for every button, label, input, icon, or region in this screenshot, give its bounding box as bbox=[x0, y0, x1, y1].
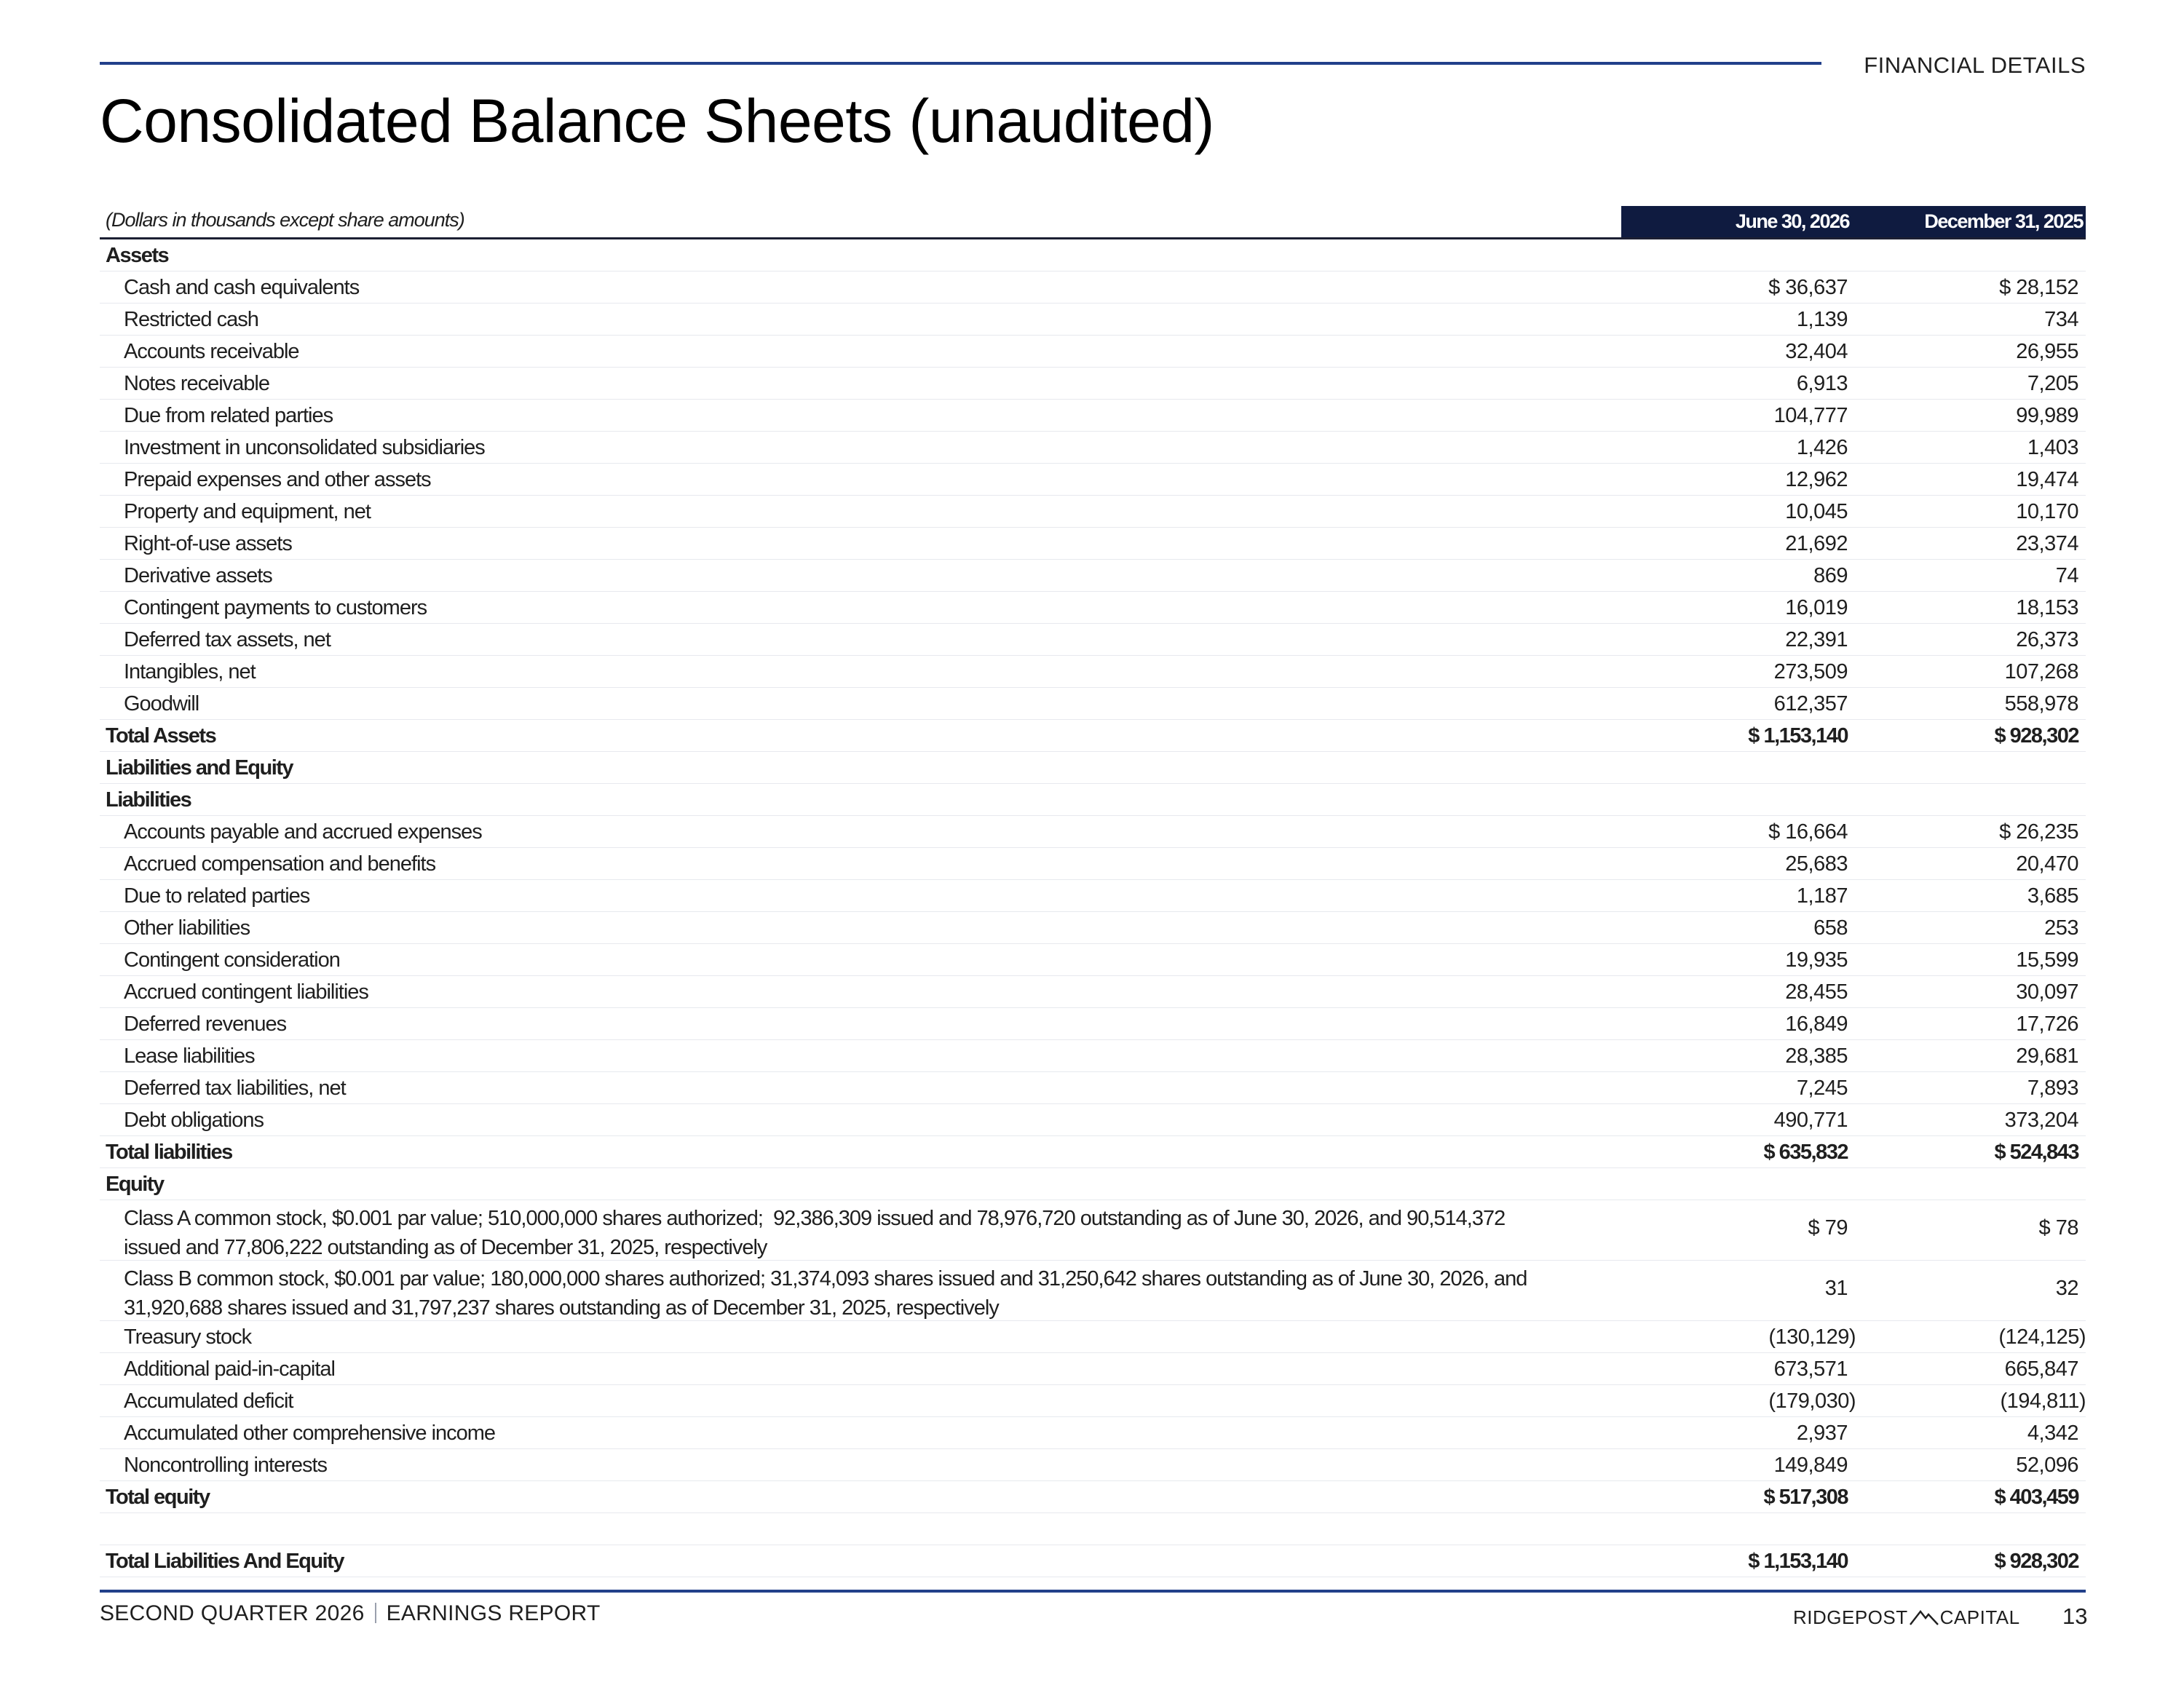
value-june-2026: 673,571 bbox=[1773, 1357, 1848, 1381]
row-label: Accumulated deficit bbox=[124, 1389, 293, 1413]
page-title: Consolidated Balance Sheets (unaudited) bbox=[100, 87, 1214, 155]
row-label: Other liabilities bbox=[124, 916, 250, 940]
row-label: Goodwill bbox=[124, 692, 199, 715]
value-december-2025: $ 403,459 bbox=[1994, 1486, 2078, 1509]
table-row bbox=[100, 656, 2086, 688]
value-december-2025: 253 bbox=[2044, 916, 2078, 940]
total-row bbox=[100, 1545, 2086, 1577]
value-december-2025: 30,097 bbox=[2016, 980, 2078, 1004]
row-label: Deferred tax liabilities, net bbox=[124, 1077, 346, 1100]
table-row bbox=[100, 912, 2086, 944]
row-label: Total equity bbox=[106, 1486, 210, 1509]
value-december-2025: $ 928,302 bbox=[1994, 724, 2078, 748]
value-december-2025: 665,847 bbox=[2004, 1357, 2078, 1381]
table-row bbox=[100, 1321, 2086, 1353]
row-label: Class B common stock, $0.001 par value; 180,000,000 shares authorized; 31,374,093 shares issued and 31,250,642 shares outstanding as of June 30, 2026, and 31,920,688 shares issued and 31,797,237 shares outstanding as of December 31, 2025, respectively bbox=[124, 1267, 1527, 1320]
value-december-2025: $ 26,235 bbox=[1999, 820, 2078, 844]
value-june-2026: 1,139 bbox=[1796, 308, 1848, 331]
spacer-row bbox=[100, 1513, 2086, 1545]
row-label: Derivative assets bbox=[124, 564, 272, 587]
value-june-2026: (179,030) bbox=[1768, 1389, 1856, 1413]
table-body bbox=[100, 239, 2086, 1577]
row-label: Contingent consideration bbox=[124, 948, 340, 972]
value-june-2026: 273,509 bbox=[1773, 660, 1848, 683]
section-label: FINANCIAL DETAILS bbox=[1864, 52, 2086, 78]
value-december-2025: 17,726 bbox=[2016, 1012, 2078, 1036]
value-december-2025: 18,153 bbox=[2016, 596, 2078, 619]
table-row bbox=[100, 336, 2086, 368]
value-december-2025: 26,373 bbox=[2016, 628, 2078, 651]
table-row bbox=[100, 848, 2086, 880]
table-header-row bbox=[100, 206, 2086, 239]
company-logo bbox=[1793, 1606, 2020, 1629]
row-label: Restricted cash bbox=[124, 308, 258, 331]
table-row bbox=[100, 1040, 2086, 1072]
table-row bbox=[100, 1353, 2086, 1385]
row-label: Property and equipment, net bbox=[124, 500, 371, 523]
row-label: Intangibles, net bbox=[124, 660, 256, 683]
row-label: Cash and cash equivalents bbox=[124, 276, 360, 299]
row-label: Investment in unconsolidated subsidiaries bbox=[124, 436, 485, 459]
value-december-2025: 3,685 bbox=[2027, 884, 2078, 908]
value-december-2025: 7,205 bbox=[2027, 372, 2078, 395]
bottom-rule bbox=[100, 1590, 2086, 1593]
value-june-2026: $ 517,308 bbox=[1763, 1486, 1848, 1509]
footer-report-name: EARNINGS REPORT bbox=[386, 1601, 601, 1625]
value-december-2025: 19,474 bbox=[2016, 468, 2078, 491]
value-june-2026: $ 36,637 bbox=[1768, 276, 1848, 299]
row-label: Accrued contingent liabilities bbox=[124, 980, 368, 1004]
table-row bbox=[100, 1008, 2086, 1040]
row-label: Total liabilities bbox=[106, 1141, 232, 1164]
row-label: Additional paid-in-capital bbox=[124, 1357, 335, 1381]
table-row bbox=[100, 368, 2086, 400]
value-june-2026: 1,187 bbox=[1796, 884, 1848, 908]
value-june-2026: 658 bbox=[1813, 916, 1848, 940]
value-december-2025: 558,978 bbox=[2004, 692, 2078, 715]
value-december-2025: $ 78 bbox=[2038, 1216, 2078, 1240]
value-june-2026: 490,771 bbox=[1773, 1109, 1848, 1132]
value-december-2025: 734 bbox=[2044, 308, 2078, 331]
row-label: Notes receivable bbox=[124, 372, 269, 395]
value-june-2026: $ 16,664 bbox=[1768, 820, 1848, 844]
value-june-2026: (130,129) bbox=[1768, 1325, 1856, 1349]
total-row bbox=[100, 1136, 2086, 1168]
table-row bbox=[100, 304, 2086, 336]
value-june-2026: 869 bbox=[1813, 564, 1848, 587]
balance-sheet-table bbox=[100, 206, 2086, 1577]
row-label: Deferred revenues bbox=[124, 1012, 287, 1036]
value-december-2025: 1,403 bbox=[2027, 436, 2078, 459]
row-label: Liabilities bbox=[106, 788, 191, 812]
value-december-2025: 74 bbox=[2055, 564, 2078, 587]
row-label: Noncontrolling interests bbox=[124, 1454, 328, 1477]
value-december-2025: 26,955 bbox=[2016, 340, 2078, 363]
table-row bbox=[100, 528, 2086, 560]
row-label: Accounts payable and accrued expenses bbox=[124, 820, 482, 844]
row-label: Assets bbox=[106, 244, 169, 267]
value-december-2025: 99,989 bbox=[2016, 404, 2078, 427]
row-label: Total Assets bbox=[106, 724, 216, 748]
section-header-row bbox=[100, 239, 2086, 271]
value-december-2025: 32 bbox=[2055, 1277, 2078, 1300]
value-december-2025: 4,342 bbox=[2027, 1422, 2078, 1445]
value-december-2025: 52,096 bbox=[2016, 1454, 2078, 1477]
table-row bbox=[100, 432, 2086, 464]
row-label: Equity bbox=[106, 1173, 164, 1196]
row-label: Total Liabilities And Equity bbox=[106, 1550, 344, 1573]
table-row bbox=[100, 592, 2086, 624]
table-row bbox=[100, 1261, 2086, 1321]
row-label: Accrued compensation and benefits bbox=[124, 852, 436, 876]
row-label: Accounts receivable bbox=[124, 340, 299, 363]
row-label: Due from related parties bbox=[124, 404, 333, 427]
table-row bbox=[100, 496, 2086, 528]
row-label: Accumulated other comprehensive income bbox=[124, 1422, 496, 1445]
footer-separator bbox=[375, 1603, 376, 1623]
footer-quarter: SECOND QUARTER 2026 bbox=[100, 1601, 365, 1625]
total-row bbox=[100, 1481, 2086, 1513]
table-row bbox=[100, 1104, 2086, 1136]
row-label: Prepaid expenses and other assets bbox=[124, 468, 431, 491]
section-header-row bbox=[100, 1168, 2086, 1200]
table-row bbox=[100, 976, 2086, 1008]
table-row bbox=[100, 944, 2086, 976]
value-june-2026: 104,777 bbox=[1773, 404, 1848, 427]
value-june-2026: 2,937 bbox=[1796, 1422, 1848, 1445]
row-label: Treasury stock bbox=[124, 1325, 252, 1349]
value-december-2025: 15,599 bbox=[2016, 948, 2078, 972]
value-december-2025: 7,893 bbox=[2027, 1077, 2078, 1100]
value-december-2025: 373,204 bbox=[2004, 1109, 2078, 1132]
value-june-2026: 612,357 bbox=[1773, 692, 1848, 715]
total-row bbox=[100, 720, 2086, 752]
value-june-2026: 10,045 bbox=[1785, 500, 1848, 523]
value-december-2025: 107,268 bbox=[2004, 660, 2078, 683]
value-june-2026: 31 bbox=[1824, 1277, 1848, 1300]
value-june-2026: 19,935 bbox=[1785, 948, 1848, 972]
table-row bbox=[100, 271, 2086, 304]
table-row bbox=[100, 1072, 2086, 1104]
footer-report-label bbox=[100, 1601, 601, 1626]
value-june-2026: 22,391 bbox=[1785, 628, 1848, 651]
top-rule bbox=[100, 62, 1821, 65]
logo-text-right: CAPITAL bbox=[1939, 1606, 2020, 1628]
row-label: Debt obligations bbox=[124, 1109, 264, 1132]
value-june-2026: $ 1,153,140 bbox=[1748, 1550, 1848, 1573]
row-label: Deferred tax assets, net bbox=[124, 628, 331, 651]
column-header-june-2026: June 30, 2026 bbox=[1735, 210, 1849, 232]
value-june-2026: $ 79 bbox=[1808, 1216, 1848, 1240]
value-june-2026: 16,019 bbox=[1785, 596, 1848, 619]
section-header-row bbox=[100, 752, 2086, 784]
page-number: 13 bbox=[2062, 1603, 2088, 1629]
table-row bbox=[100, 1200, 2086, 1261]
value-june-2026: 32,404 bbox=[1785, 340, 1848, 363]
units-note: (Dollars in thousands except share amounts) bbox=[106, 209, 464, 231]
value-june-2026: 16,849 bbox=[1785, 1012, 1848, 1036]
value-june-2026: $ 635,832 bbox=[1763, 1141, 1848, 1164]
value-june-2026: 1,426 bbox=[1796, 436, 1848, 459]
table-row bbox=[100, 464, 2086, 496]
row-label: Class A common stock, $0.001 par value; 510,000,000 shares authorized; 92,386,309 issued and 78,976,720 outstanding as of June 30, 2026, and 90,514,372 issued and 77,806,222 outstanding as of December 31, 2025, respectively bbox=[124, 1207, 1506, 1259]
value-december-2025: 23,374 bbox=[2016, 532, 2078, 555]
value-june-2026: 25,683 bbox=[1785, 852, 1848, 876]
value-december-2025: 20,470 bbox=[2016, 852, 2078, 876]
table-row bbox=[100, 816, 2086, 848]
value-december-2025: 29,681 bbox=[2016, 1044, 2078, 1068]
value-june-2026: 7,245 bbox=[1796, 1077, 1848, 1100]
value-june-2026: 28,385 bbox=[1785, 1044, 1848, 1068]
value-june-2026: $ 1,153,140 bbox=[1748, 724, 1848, 748]
mountain-peak-icon bbox=[1910, 1609, 1939, 1625]
logo-text-left: RIDGEPOST bbox=[1793, 1606, 1908, 1628]
value-december-2025: 10,170 bbox=[2016, 500, 2078, 523]
table-row bbox=[100, 880, 2086, 912]
table-row bbox=[100, 1417, 2086, 1449]
value-june-2026: 12,962 bbox=[1785, 468, 1848, 491]
value-december-2025: $ 524,843 bbox=[1994, 1141, 2078, 1164]
table-row bbox=[100, 400, 2086, 432]
value-december-2025: $ 928,302 bbox=[1994, 1550, 2078, 1573]
value-december-2025: (194,811) bbox=[2000, 1389, 2086, 1413]
row-label: Liabilities and Equity bbox=[106, 756, 293, 780]
table-row bbox=[100, 1385, 2086, 1417]
value-june-2026: 149,849 bbox=[1773, 1454, 1848, 1477]
row-label: Lease liabilities bbox=[124, 1044, 255, 1068]
row-label: Right-of-use assets bbox=[124, 532, 292, 555]
section-header-row bbox=[100, 784, 2086, 816]
value-december-2025: (124,125) bbox=[1998, 1325, 2086, 1349]
value-june-2026: 6,913 bbox=[1796, 372, 1848, 395]
row-label: Due to related parties bbox=[124, 884, 310, 908]
table-row bbox=[100, 624, 2086, 656]
value-june-2026: 21,692 bbox=[1785, 532, 1848, 555]
table-row bbox=[100, 560, 2086, 592]
value-june-2026: 28,455 bbox=[1785, 980, 1848, 1004]
column-header-december-2025: December 31, 2025 bbox=[1924, 210, 2083, 232]
table-row bbox=[100, 1449, 2086, 1481]
value-december-2025: $ 28,152 bbox=[1999, 276, 2078, 299]
table-row bbox=[100, 688, 2086, 720]
row-label: Contingent payments to customers bbox=[124, 596, 427, 619]
